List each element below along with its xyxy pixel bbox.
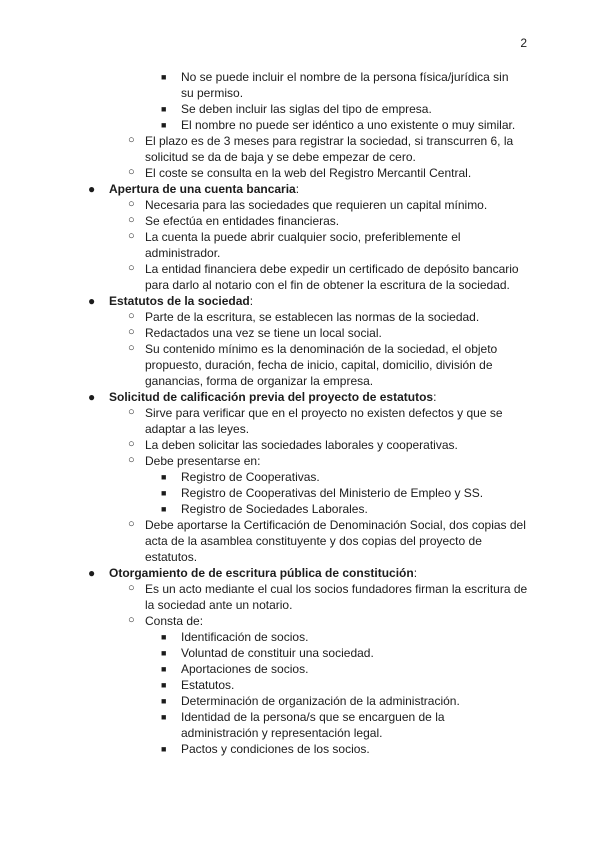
list-item-text: Debe presentarse en: <box>145 454 261 468</box>
list-item-text: La deben solicitar las sociedades laborales y cooperativas. <box>145 438 458 452</box>
square-bullet-icon: ■ <box>161 120 167 130</box>
page-number: 2 <box>520 36 527 50</box>
list-item-text: Sirve para verificar que en el proyecto no existen defectos y que se adaptar a las leyes. <box>145 406 503 436</box>
list-item-text: La cuenta la puede abrir cualquier socio, preferiblemente el administrador. <box>145 230 461 260</box>
list-item-text: Voluntad de constituir una sociedad. <box>181 646 374 660</box>
list-item-text: : <box>295 182 300 196</box>
list-item-text: El nombre no puede ser idéntico a uno existente o muy similar. <box>181 118 516 132</box>
list-item <box>128 437 530 453</box>
list-item <box>128 165 530 181</box>
list-item-text: Se deben incluir las siglas del tipo de empresa. <box>181 102 432 116</box>
list-item-text: Es un acto mediante el cual los socios fundadores firman la escritura de la sociedad ante un notario. <box>145 582 528 612</box>
list-item-text: Debe aportarse la Certificación de Denominación Social, dos copias del acta de la asamblea constituyente y dos copias del proyecto de estatutos. <box>145 518 526 564</box>
list-item <box>161 469 521 485</box>
square-bullet-icon: ■ <box>161 648 167 658</box>
circle-bullet-icon: ○ <box>128 262 135 274</box>
circle-bullet-icon: ○ <box>128 134 135 146</box>
list-item <box>161 741 521 757</box>
list-item <box>128 405 530 437</box>
section-heading: Estatutos de la sociedad <box>109 294 250 308</box>
circle-bullet-icon: ○ <box>128 166 135 178</box>
square-bullet-icon: ■ <box>161 488 167 498</box>
list-item <box>161 645 521 661</box>
square-bullet-icon: ■ <box>161 632 167 642</box>
list-item <box>161 709 521 741</box>
list-item-text: Identificación de socios. <box>181 630 309 644</box>
list-item <box>128 517 530 565</box>
circle-bullet-icon: ○ <box>128 230 135 242</box>
list-item <box>161 69 521 101</box>
section-heading: Solicitud de calificación previa del proyecto de estatutos <box>109 390 434 404</box>
square-bullet-icon: ■ <box>161 472 167 482</box>
list-item <box>128 197 530 213</box>
list-item-text: : <box>413 566 418 580</box>
list-item-text: Su contenido mínimo es la denominación de la sociedad, el objeto propuesto, duración, fecha de inicio, capital, domicilio, división de ganancias, forma de organizar la empresa. <box>145 342 498 388</box>
list-item <box>161 629 521 645</box>
square-bullet-icon: ■ <box>161 664 167 674</box>
circle-bullet-icon: ○ <box>128 406 135 418</box>
list-item <box>128 325 530 341</box>
list-item-text: Parte de la escritura, se establecen las normas de la sociedad. <box>145 310 480 324</box>
list-item <box>88 389 529 405</box>
list-item <box>161 501 521 517</box>
square-bullet-icon: ■ <box>161 712 167 722</box>
square-bullet-icon: ■ <box>161 696 167 706</box>
list-item <box>128 613 530 629</box>
list-item <box>161 661 521 677</box>
bullet-icon: ● <box>88 294 96 308</box>
list-item-text: El plazo es de 3 meses para registrar la sociedad, si transcurren 6, la solicitud se da de baja y se debe empezar de cero. <box>145 134 514 164</box>
list-item-text: : <box>249 294 254 308</box>
circle-bullet-icon: ○ <box>128 198 135 210</box>
bullet-icon: ● <box>88 390 96 404</box>
list-item-text: Necesaria para las sociedades que requieren un capital mínimo. <box>145 198 488 212</box>
list-item <box>128 581 530 613</box>
circle-bullet-icon: ○ <box>128 582 135 594</box>
list-item-text: Aportaciones de socios. <box>181 662 309 676</box>
list-item <box>128 213 530 229</box>
list-item-text: Registro de Sociedades Laborales. <box>181 502 368 516</box>
circle-bullet-icon: ○ <box>128 614 135 626</box>
list-item-text: Registro de Cooperativas del Ministerio de Empleo y SS. <box>181 486 484 500</box>
list-item <box>128 229 530 261</box>
list-item <box>128 261 530 293</box>
list-item <box>88 565 529 581</box>
list-item <box>161 101 521 117</box>
square-bullet-icon: ■ <box>161 72 167 82</box>
document-body <box>0 69 600 757</box>
list-item-text: Registro de Cooperativas. <box>181 470 320 484</box>
list-item-text: Identidad de la persona/s que se encarguen de la administración y representación legal. <box>181 710 445 740</box>
bullet-icon: ● <box>88 566 96 580</box>
square-bullet-icon: ■ <box>161 504 167 514</box>
list-item-text: No se puede incluir el nombre de la persona física/jurídica sin su permiso. <box>181 70 509 100</box>
list-item-text: Redactados una vez se tiene un local social. <box>145 326 382 340</box>
square-bullet-icon: ■ <box>161 680 167 690</box>
list-item <box>128 453 530 469</box>
list-item <box>128 133 530 165</box>
list-item-text: Se efectúa en entidades financieras. <box>145 214 340 228</box>
circle-bullet-icon: ○ <box>128 454 135 466</box>
list-item-text: El coste se consulta en la web del Registro Mercantil Central. <box>145 166 472 180</box>
list-item <box>161 677 521 693</box>
list-item-text: Estatutos. <box>181 678 235 692</box>
circle-bullet-icon: ○ <box>128 518 135 530</box>
list-item <box>161 117 521 133</box>
circle-bullet-icon: ○ <box>128 326 135 338</box>
square-bullet-icon: ■ <box>161 744 167 754</box>
circle-bullet-icon: ○ <box>128 310 135 322</box>
list-item <box>161 485 521 501</box>
list-item-text: Determinación de organización de la administración. <box>181 694 460 708</box>
list-item-text: Consta de: <box>145 614 204 628</box>
bullet-icon: ● <box>88 182 96 196</box>
circle-bullet-icon: ○ <box>128 342 135 354</box>
list-item <box>128 309 530 325</box>
list-item <box>88 181 529 197</box>
square-bullet-icon: ■ <box>161 104 167 114</box>
list-item-text: La entidad financiera debe expedir un certificado de depósito bancario para darlo al notario con el fin de obtener la escritura de la sociedad. <box>145 262 519 292</box>
circle-bullet-icon: ○ <box>128 438 135 450</box>
list-item <box>88 293 529 309</box>
list-item-text: : <box>433 390 437 404</box>
section-heading: Apertura de una cuenta bancaria <box>109 182 296 196</box>
circle-bullet-icon: ○ <box>128 214 135 226</box>
list-item <box>128 341 530 389</box>
list-item-text: Pactos y condiciones de los socios. <box>181 742 370 756</box>
list-item <box>161 693 521 709</box>
section-heading: Otorgamiento de de escritura pública de constitución <box>109 566 414 580</box>
